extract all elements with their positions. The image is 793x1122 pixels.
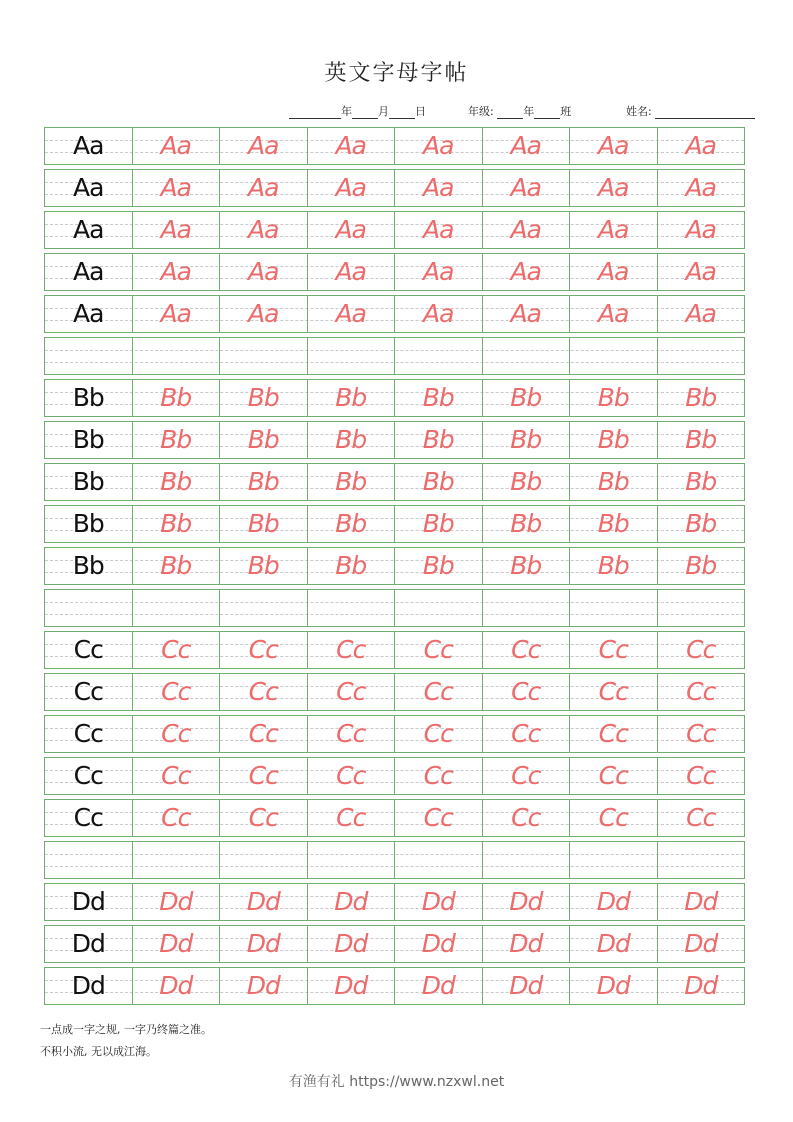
trace-letter-cell: Dd <box>220 968 308 1004</box>
trace-letter-cell: Bb <box>570 422 658 458</box>
trace-letter-cell <box>395 338 483 374</box>
practice-row <box>44 967 745 1005</box>
trace-letter-cell: Aa <box>395 296 483 332</box>
model-letter-cell: Bb <box>45 548 133 584</box>
page-title: 英文字母字帖 <box>324 61 469 86</box>
trace-letter-cell: Bb <box>220 506 308 542</box>
trace-letter-cell: Bb <box>308 380 396 416</box>
model-letter-cell: Aa <box>45 212 133 248</box>
trace-letter-cell: Bb <box>570 380 658 416</box>
trace-letter-cell: Aa <box>483 170 571 206</box>
trace-letter-cell: Bb <box>220 464 308 500</box>
practice-row <box>44 757 745 795</box>
practice-row <box>44 421 745 459</box>
trace-letter-cell: Aa <box>308 170 396 206</box>
trace-letter-cell: Dd <box>684 887 718 916</box>
blank-practice-row <box>44 841 745 879</box>
practice-grid <box>44 127 745 1009</box>
trace-letter-cell: Bb <box>220 422 308 458</box>
trace-letter-cell: Aa <box>133 170 221 206</box>
trace-letter-cell: Bb <box>483 422 571 458</box>
trace-letter-cell: Aa <box>483 128 571 164</box>
practice-row <box>44 799 745 837</box>
trace-letter-cell: Aa <box>570 170 658 206</box>
trace-letter-cell: Cc <box>308 716 396 752</box>
trace-letter-cell: Cc <box>570 758 658 794</box>
trace-letter-cell <box>658 590 745 626</box>
trace-letter-cell: Bb <box>395 506 483 542</box>
trace-letter-cell: Cc <box>483 674 571 710</box>
trace-letter-cell <box>133 590 221 626</box>
practice-row <box>44 253 745 291</box>
trace-letter-cell: Cc <box>220 632 308 668</box>
trace-letter-cell <box>570 338 658 374</box>
blank-practice-row <box>44 589 745 627</box>
trace-letter-cell: Bb <box>308 422 396 458</box>
trace-letter-cell: Aa <box>483 212 571 248</box>
trace-letter-cell: Aa <box>685 299 716 328</box>
trace-letter-cell: Aa <box>570 128 658 164</box>
trace-letter-cell: Dd <box>395 968 483 1004</box>
trace-letter-cell: Bb <box>395 422 483 458</box>
trace-letter-cell: Aa <box>133 128 221 164</box>
trace-letter-cell: Aa <box>570 296 658 332</box>
trace-letter-cell: Cc <box>483 716 571 752</box>
trace-letter-cell: Dd <box>684 971 718 1000</box>
practice-row <box>44 169 745 207</box>
trace-letter-cell: Bb <box>685 509 717 538</box>
trace-letter-cell: Cc <box>133 800 221 836</box>
trace-letter-cell: Cc <box>133 632 221 668</box>
trace-letter-cell: Aa <box>308 212 396 248</box>
trace-letter-cell: Dd <box>133 884 221 920</box>
trace-letter-cell <box>308 842 396 878</box>
trace-letter-cell: Cc <box>308 632 396 668</box>
trace-letter-cell: Bb <box>570 548 658 584</box>
trace-letter-cell: Dd <box>133 926 221 962</box>
trace-letter-cell: Aa <box>133 296 221 332</box>
trace-letter-cell <box>308 338 396 374</box>
trace-letter-cell: Bb <box>685 551 717 580</box>
trace-letter-cell: Cc <box>308 674 396 710</box>
practice-row <box>44 925 745 963</box>
trace-letter-cell <box>570 842 658 878</box>
practice-row <box>44 379 745 417</box>
model-letter-cell: Bb <box>45 422 133 458</box>
trace-letter-cell: Cc <box>570 632 658 668</box>
footer-url: 有渔有礼 https://www.nzxwl.net <box>288 1074 505 1090</box>
model-letter-cell: Dd <box>45 884 133 920</box>
trace-letter-cell: Aa <box>395 212 483 248</box>
trace-letter-cell: Cc <box>220 716 308 752</box>
trace-letter-cell: Cc <box>686 719 716 748</box>
trace-letter-cell: Aa <box>685 131 716 160</box>
trace-letter-cell: Dd <box>483 884 571 920</box>
trace-letter-cell: Bb <box>685 467 717 496</box>
trace-letter-cell: Aa <box>133 254 221 290</box>
trace-letter-cell: Bb <box>308 506 396 542</box>
trace-letter-cell: Aa <box>133 212 221 248</box>
trace-letter-cell <box>570 590 658 626</box>
model-letter-cell: Aa <box>45 296 133 332</box>
blank-practice-row <box>44 337 745 375</box>
header-info <box>0 103 793 119</box>
trace-letter-cell: Dd <box>395 884 483 920</box>
trace-letter-cell: Bb <box>570 506 658 542</box>
trace-letter-cell: Aa <box>685 257 716 286</box>
trace-letter-cell: Cc <box>395 758 483 794</box>
trace-letter-cell: Aa <box>220 254 308 290</box>
trace-letter-cell: Cc <box>133 674 221 710</box>
date-fields: 年 月 日 <box>289 103 426 119</box>
trace-letter-cell: Aa <box>570 254 658 290</box>
model-letter-cell <box>45 590 133 626</box>
trace-letter-cell: Dd <box>220 884 308 920</box>
trace-letter-cell: Cc <box>686 803 716 832</box>
trace-letter-cell: Aa <box>308 296 396 332</box>
trace-letter-cell <box>220 842 308 878</box>
trace-letter-cell: Aa <box>220 128 308 164</box>
trace-letter-cell: Cc <box>220 758 308 794</box>
trace-letter-cell: Dd <box>570 968 658 1004</box>
trace-letter-cell: Dd <box>308 926 396 962</box>
trace-letter-cell: Cc <box>133 716 221 752</box>
practice-row <box>44 715 745 753</box>
trace-letter-cell: Cc <box>483 800 571 836</box>
trace-letter-cell <box>308 590 396 626</box>
trace-letter-cell: Dd <box>570 884 658 920</box>
trace-letter-cell: Cc <box>570 674 658 710</box>
trace-letter-cell: Bb <box>395 380 483 416</box>
model-letter-cell: Bb <box>45 506 133 542</box>
model-letter-cell: Aa <box>45 128 133 164</box>
name-field: 姓名: <box>626 103 755 119</box>
model-letter-cell: Cc <box>45 758 133 794</box>
trace-letter-cell: Cc <box>308 758 396 794</box>
trace-letter-cell: Aa <box>308 128 396 164</box>
practice-row <box>44 463 745 501</box>
practice-row <box>44 673 745 711</box>
trace-letter-cell <box>133 338 221 374</box>
model-letter-cell: Dd <box>45 968 133 1004</box>
trace-letter-cell: Aa <box>483 296 571 332</box>
trace-letter-cell: Aa <box>395 254 483 290</box>
model-letter-cell: Cc <box>45 674 133 710</box>
trace-letter-cell: Aa <box>570 212 658 248</box>
trace-letter-cell: Bb <box>395 464 483 500</box>
trace-letter-cell: Dd <box>308 968 396 1004</box>
motto-line-1: 一点成一字之规, 一字乃终篇之准。 <box>40 1023 212 1036</box>
trace-letter-cell: Aa <box>220 212 308 248</box>
trace-letter-cell: Bb <box>220 548 308 584</box>
practice-row <box>44 127 745 165</box>
trace-letter-cell: Dd <box>570 926 658 962</box>
trace-letter-cell <box>220 590 308 626</box>
trace-letter-cell: Dd <box>483 926 571 962</box>
trace-letter-cell: Bb <box>685 383 717 412</box>
trace-letter-cell: Cc <box>686 677 716 706</box>
model-letter-cell: Aa <box>45 170 133 206</box>
trace-letter-cell: Aa <box>395 170 483 206</box>
trace-letter-cell: Cc <box>395 800 483 836</box>
trace-letter-cell: Dd <box>684 929 718 958</box>
trace-letter-cell: Cc <box>308 800 396 836</box>
trace-letter-cell: Dd <box>308 884 396 920</box>
trace-letter-cell: Bb <box>308 464 396 500</box>
model-letter-cell: Cc <box>45 632 133 668</box>
trace-letter-cell: Aa <box>308 254 396 290</box>
trace-letter-cell: Aa <box>395 128 483 164</box>
trace-letter-cell: Aa <box>483 254 571 290</box>
practice-row <box>44 883 745 921</box>
trace-letter-cell: Dd <box>220 926 308 962</box>
trace-letter-cell <box>220 338 308 374</box>
trace-letter-cell: Cc <box>686 761 716 790</box>
trace-letter-cell <box>658 842 745 878</box>
model-letter-cell: Dd <box>45 926 133 962</box>
practice-row <box>44 505 745 543</box>
trace-letter-cell: Dd <box>395 926 483 962</box>
practice-row <box>44 631 745 669</box>
model-letter-cell <box>45 842 133 878</box>
trace-letter-cell: Cc <box>395 674 483 710</box>
trace-letter-cell: Bb <box>133 380 221 416</box>
trace-letter-cell <box>483 590 571 626</box>
trace-letter-cell: Bb <box>685 425 717 454</box>
trace-letter-cell <box>483 338 571 374</box>
trace-letter-cell: Cc <box>395 632 483 668</box>
trace-letter-cell <box>395 842 483 878</box>
trace-letter-cell: Bb <box>483 464 571 500</box>
model-letter-cell: Bb <box>45 380 133 416</box>
model-letter-cell: Cc <box>45 800 133 836</box>
trace-letter-cell: Bb <box>220 380 308 416</box>
trace-letter-cell: Dd <box>133 968 221 1004</box>
trace-letter-cell <box>395 590 483 626</box>
trace-letter-cell: Cc <box>220 674 308 710</box>
trace-letter-cell: Cc <box>570 800 658 836</box>
grade-fields: 年级: 年 班 <box>468 105 572 118</box>
trace-letter-cell: Aa <box>220 170 308 206</box>
trace-letter-cell: Dd <box>483 968 571 1004</box>
trace-letter-cell: Bb <box>133 506 221 542</box>
trace-letter-cell: Aa <box>685 173 716 202</box>
practice-row <box>44 547 745 585</box>
trace-letter-cell: Aa <box>220 296 308 332</box>
trace-letter-cell: Cc <box>395 716 483 752</box>
model-letter-cell <box>45 338 133 374</box>
model-letter-cell: Bb <box>45 464 133 500</box>
practice-row <box>44 211 745 249</box>
trace-letter-cell: Cc <box>570 716 658 752</box>
trace-letter-cell: Bb <box>133 464 221 500</box>
trace-letter-cell: Cc <box>483 758 571 794</box>
trace-letter-cell: Bb <box>570 464 658 500</box>
trace-letter-cell: Bb <box>483 380 571 416</box>
trace-letter-cell: Bb <box>133 548 221 584</box>
motto-line-2: 不积小流, 无以成江海。 <box>40 1045 157 1058</box>
trace-letter-cell: Cc <box>133 758 221 794</box>
model-letter-cell: Cc <box>45 716 133 752</box>
trace-letter-cell: Bb <box>395 548 483 584</box>
model-letter-cell: Aa <box>45 254 133 290</box>
trace-letter-cell <box>658 338 745 374</box>
trace-letter-cell: Cc <box>483 632 571 668</box>
trace-letter-cell <box>483 842 571 878</box>
trace-letter-cell: Cc <box>220 800 308 836</box>
trace-letter-cell: Bb <box>483 548 571 584</box>
trace-letter-cell <box>133 842 221 878</box>
trace-letter-cell: Bb <box>483 506 571 542</box>
trace-letter-cell: Aa <box>685 215 716 244</box>
practice-row <box>44 295 745 333</box>
trace-letter-cell: Bb <box>133 422 221 458</box>
trace-letter-cell: Cc <box>686 635 716 664</box>
trace-letter-cell: Bb <box>308 548 396 584</box>
